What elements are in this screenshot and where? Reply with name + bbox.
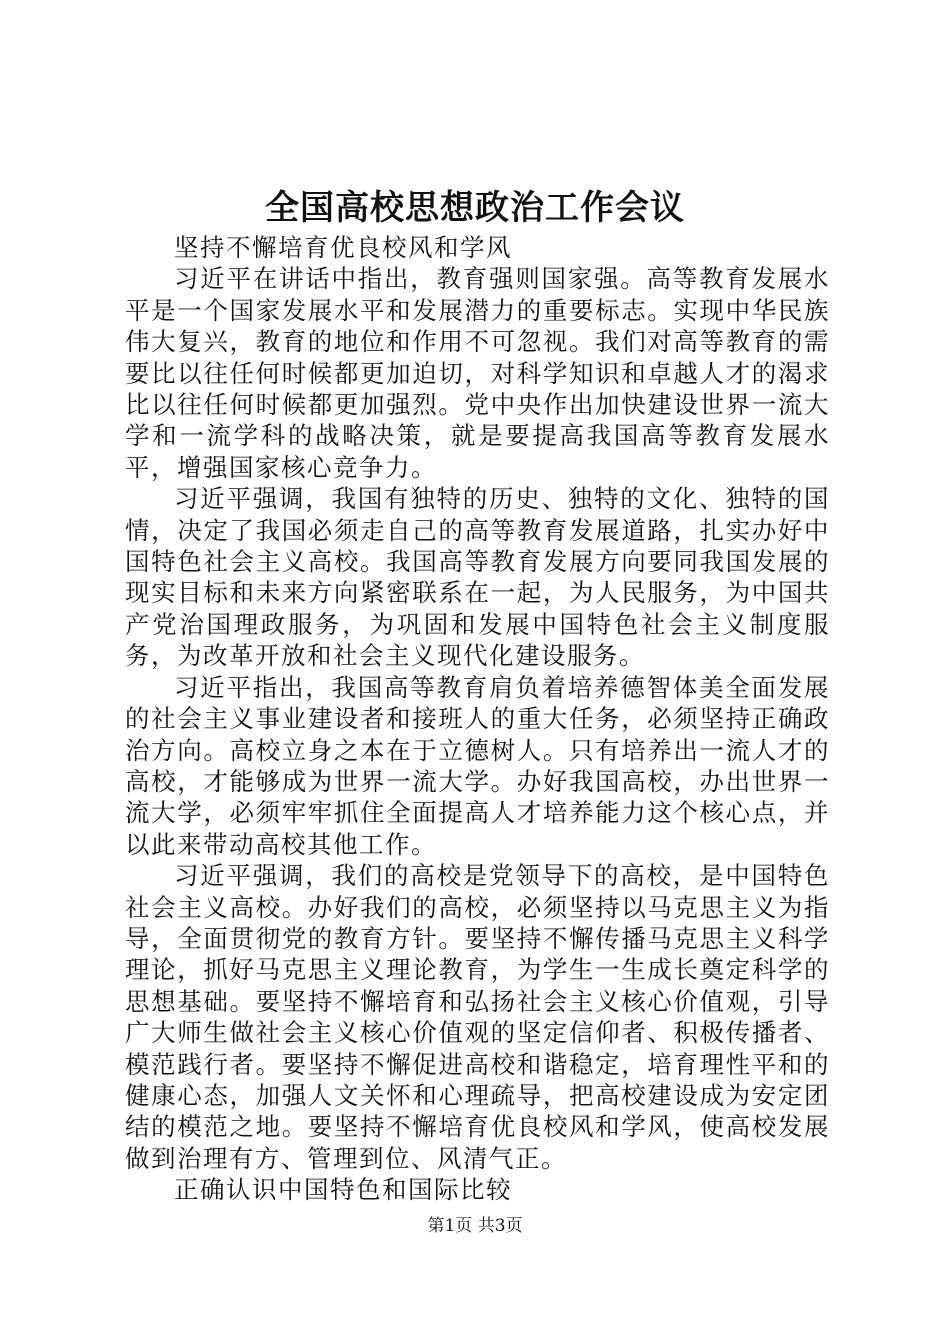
page-number: 第1页 共3页 — [427, 1216, 523, 1236]
document-title: 全国高校思想政治工作会议 — [265, 188, 685, 228]
body-paragraph: 习近平在讲话中指出，教育强则国家强。高等教育发展水平是一个国家发展水平和发展潜力的重要标志。实现中华民族伟大复兴，教育的地位和作用不可忽视。我们对高等教育的需要比以往任何时候都更加迫切，对科学知识和卓越人才的渴求比以往任何时候都更加强烈。党中央作出加快建设世界一流大学和一流学科的战略决策，就是要提高我国高等教育发展水平，增强国家核心竞争力。 — [125, 264, 830, 482]
body-paragraph: 习近平强调，我国有独特的历史、独特的文化、独特的国情，决定了我国必须走自己的高等教育发展道路，扎实办好中国特色社会主义高校。我国高等教育发展方向要同我国发展的现实目标和未来方向紧密联系在一起，为人民服务，为中国共产党治国理政服务，为巩固和发展中国特色社会主义制度服务，为改革开放和社会主义现代化建设服务。 — [125, 484, 830, 671]
document-body — [125, 232, 830, 1206]
body-paragraph: 习近平强调，我们的高校是党领导下的高校，是中国特色社会主义高校。办好我们的高校，必须坚持以马克思主义为指导，全面贯彻党的教育方针。要坚持不懈传播马克思主义科学理论，抓好马克思主义理论教育，为学生一生成长奠定科学的思想基础。要坚持不懈培育和弘扬社会主义核心价值观，引导广大师生做社会主义核心价值观的坚定信仰者、积极传播者、模范践行者。要坚持不懈促进高校和谐稳定，培育理性平和的健康心态，加强人文关怀和心理疏导，把高校建设成为安定团结的模范之地。要坚持不懈培育优良校风和学风，使高校发展做到治理有方、管理到位、风清气正。 — [125, 861, 830, 1173]
section-heading: 坚持不懈培育优良校风和学风 — [174, 233, 512, 262]
body-paragraph: 习近平指出，我国高等教育肩负着培养德智体美全面发展的社会主义事业建设者和接班人的重大任务，必须坚持正确政治方向。高校立身之本在于立德树人。只有培养出一流人才的高校，才能够成为世界一流大学。办好我国高校，办出世界一流大学，必须牢牢抓住全面提高人才培养能力这个核心点，并以此来带动高校其他工作。 — [125, 672, 830, 859]
section-heading: 正确认识中国特色和国际比较 — [174, 1175, 512, 1205]
